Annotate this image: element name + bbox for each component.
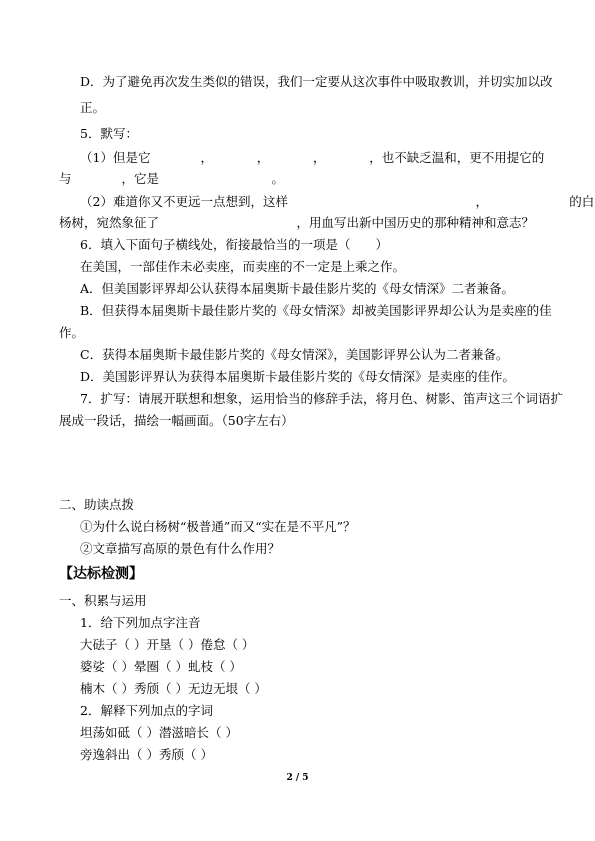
hint-2: ②文章描写高原的景色有什么作用？ [80,541,281,556]
question-7-line-2: 展成一段话，描绘一幅画面。（50字左右） [59,413,294,428]
question-5-title: 5．默写： [80,126,138,141]
definition-row-2: 旁逸斜出（ ）秀颀（ ） [80,747,213,762]
option-b-line-1: B．但获得本届奥斯卡最佳影片奖的《母女情深》却被美国影评界却公认为是卖座的佳 [80,303,552,318]
definition-row-1: 坦荡如砥（ ）潜滋暗长（ ） [80,725,238,740]
assessment-heading: 【达标检测】 [59,566,143,582]
page-number: 2 / 5 [286,773,309,783]
option-d-line-1: D．为了避免再次发生类似的错误，我们一定要从这次事件中吸取教训，并切实加以改 [80,74,553,89]
dictation-2-line-2: 杨树，宛然象征了 ，用血写出新中国历史的那种精神和意志？ [59,215,535,230]
option-c: C．获得本届奥斯卡最佳影片奖的《母女情深》，美国影评界公认为二者兼备。 [80,347,509,362]
option-d: D．美国影评界认为获得本届奥斯卡最佳影片奖的《母女情深》是卖座的佳作。 [80,369,516,384]
hint-1: ①为什么说白杨树“极普通”而又“实在是不平凡”？ [80,519,356,534]
definition-task-title: 2．解释下列加点的字词 [80,703,213,718]
pinyin-row-1: 大砝子（ ）开垦（ ）倦怠（ ） [80,637,255,652]
question-6-stem: 在美国，一部佳作未必卖座，而卖座的不一定是上乘之作。 [80,259,406,274]
option-b-line-2: 作。 [59,325,85,340]
pinyin-row-2: 婆娑（ ）晕圈（ ）虬枝（ ） [80,659,242,674]
dictation-1-line-1: （1）但是它 ， ， ， ，也不缺乏温和，更不用提它的 [80,150,545,165]
option-d-line-2: 正。 [80,100,106,115]
option-a: A．但美国影评界却公认获得本届奥斯卡最佳影片奖的《母女情深》二者兼备。 [80,281,515,296]
dictation-2-line-1: （2）难道你又不更远一点想到，这样 ， 的白 [80,194,595,209]
pinyin-row-3: 楠木（ ）秀颀（ ）无边无垠（ ） [80,681,267,696]
section-1-title: 一、积累与运用 [59,593,147,608]
dictation-1-line-2: 与 ，它是 。 [59,171,285,186]
section-2-title: 二、助读点拨 [59,497,135,512]
question-7-line-1: 7．扩写：请展开联想和想象，运用恰当的修辞手法，将月色、树影、笛声这三个词语扩 [80,391,563,406]
pinyin-task-title: 1．给下列加点字注音 [80,615,201,630]
question-6-title: 6．填入下面句子横线处，衔接最恰当的一项是（ ） [80,237,388,252]
